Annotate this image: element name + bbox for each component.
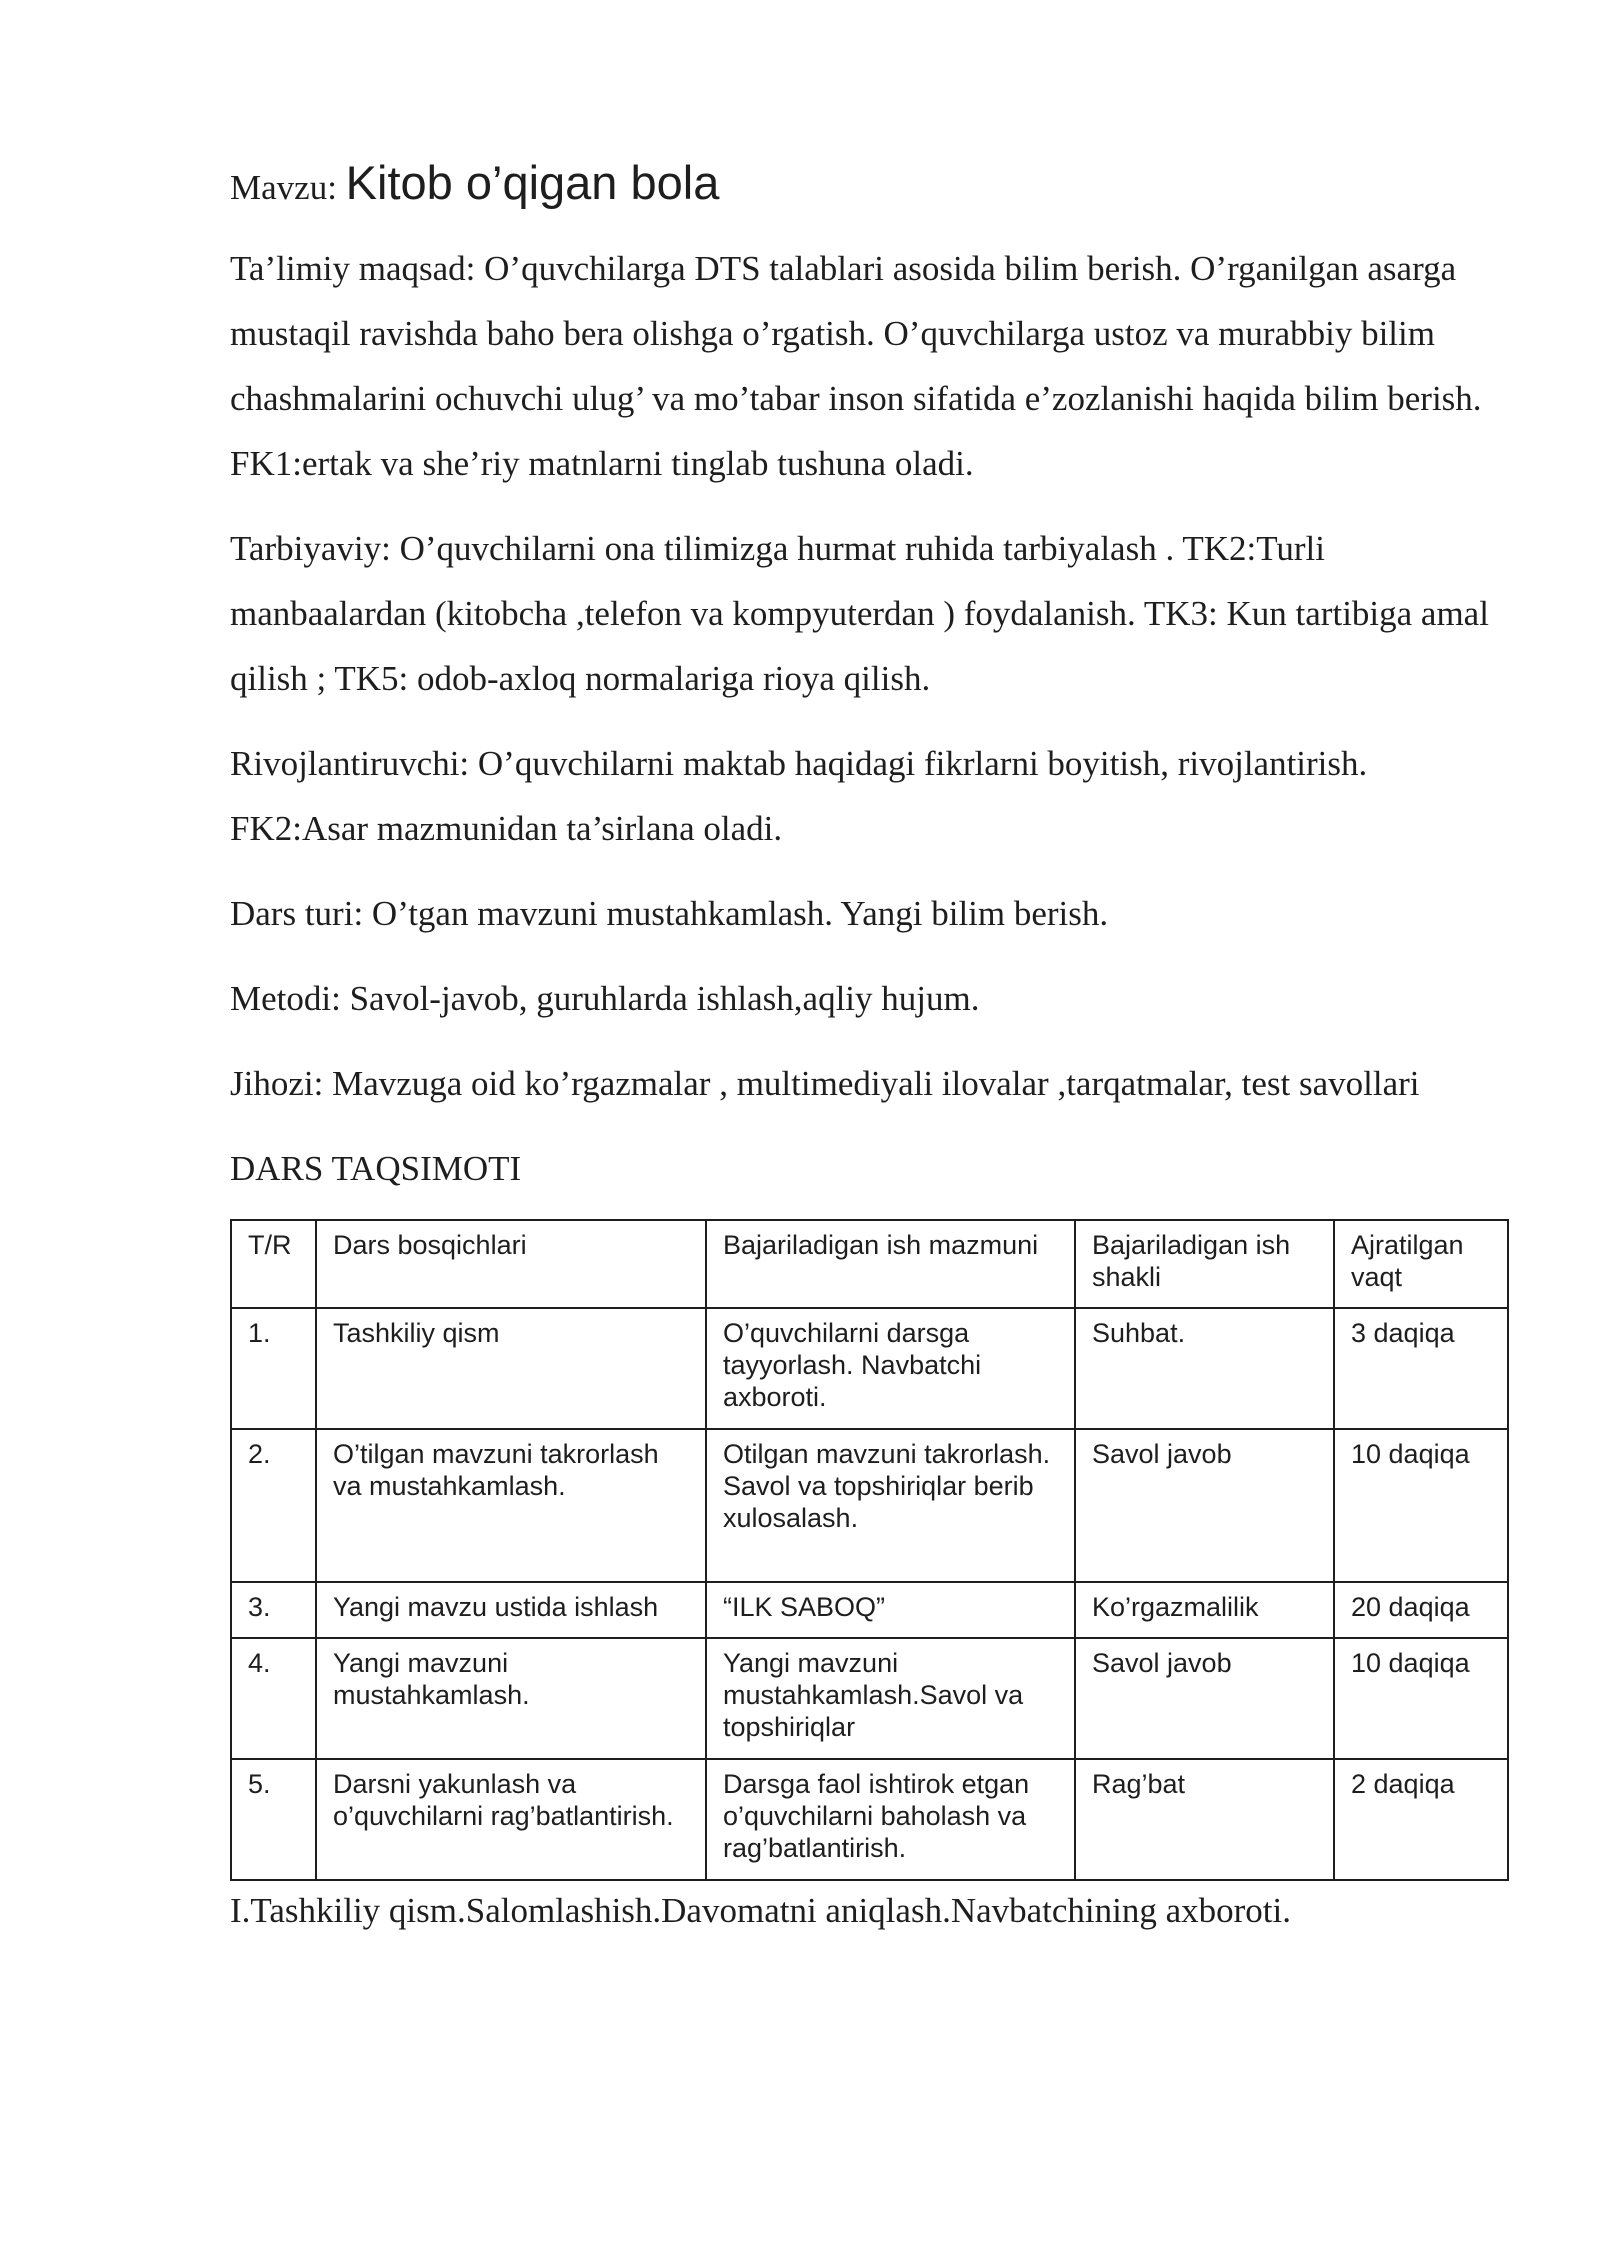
table-cell: Tashkiliy qism — [316, 1308, 706, 1429]
table-cell: Darsni yakunlash va o’quvchilarni rag’batlantirish. — [316, 1759, 706, 1880]
paragraph-equipment: Jihozi: Mavzuga oid ko’rgazmalar , multimediyali ilovalar ,tarqatmalar, test savollari — [230, 1064, 1420, 1103]
table-cell: Yangi mavzu ustida ishlash — [316, 1582, 706, 1638]
table-cell: 10 daqiqa — [1334, 1638, 1508, 1759]
header-cell: Bajariladigan ish mazmuni — [706, 1220, 1075, 1308]
header-cell: T/R — [231, 1220, 316, 1308]
header-cell: Dars bosqichlari — [316, 1220, 706, 1308]
table-cell: Rag’bat — [1075, 1759, 1334, 1880]
table-row — [231, 1429, 1508, 1582]
table-cell: 4. — [231, 1638, 316, 1759]
document-content — [230, 150, 1510, 1939]
paragraph-method: Metodi: Savol-javob, guruhlarda ishlash,aqliy hujum. — [230, 979, 980, 1018]
lesson-plan-table — [230, 1219, 1509, 1881]
table-cell: 5. — [231, 1759, 316, 1880]
header-cell: Ajratilgan vaqt — [1334, 1220, 1508, 1308]
table-row — [231, 1582, 1508, 1638]
table-cell: 1. — [231, 1308, 316, 1429]
header-cell: Bajariladigan ish shakli — [1075, 1220, 1334, 1308]
table-cell: 20 daqiqa — [1334, 1582, 1508, 1638]
table-row — [231, 1638, 1508, 1759]
table-cell: 10 daqiqa — [1334, 1429, 1508, 1582]
table-row — [231, 1759, 1508, 1880]
topic-title — [230, 150, 1510, 220]
table-cell: O’quvchilarni darsga tayyorlash. Navbatchi axboroti. — [706, 1308, 1075, 1429]
table-cell: “ILK SABOQ” — [706, 1582, 1075, 1638]
paragraph-lesson-type: Dars turi: O’tgan mavzuni mustahkamlash. Yangi bilim berish. — [230, 894, 1109, 933]
table-cell: Yangi mavzuni mustahkamlash. — [316, 1638, 706, 1759]
table-cell: O’tilgan mavzuni takrorlash va mustahkamlash. — [316, 1429, 706, 1582]
section-title: DARS TAQSIMOTI — [230, 1149, 522, 1188]
topic-prefix: Mavzu: — [230, 168, 337, 207]
table-cell: 2 daqiqa — [1334, 1759, 1508, 1880]
table-cell: 3 daqiqa — [1334, 1308, 1508, 1429]
table-cell: 3. — [231, 1582, 316, 1638]
table-cell: Ko’rgazmalilik — [1075, 1582, 1334, 1638]
paragraph-upbringing-goal: Tarbiyaviy: O’quvchilarni ona tilimizga hurmat ruhida tarbiyalash . TK2:Turli manbaalardan (kitobcha ,telefon va kompyuterdan ) foydalanish. TK3: Kun tartibiga amal qilish ; TK5: odob-axloq normalariga rioya qilish. — [230, 529, 1489, 698]
table-cell: Yangi mavzuni mustahkamlash.Savol va topshiriqlar — [706, 1638, 1075, 1759]
paragraph-organizational-part: I.Tashkiliy qism.Salomlashish.Davomatni aniqlash.Navbatchining axboroti. — [230, 1891, 1292, 1930]
paragraph-educational-goal: Ta’limiy maqsad: O’quvchilarga DTS talablari asosida bilim berish. O’rganilgan asarga mustaqil ravishda baho bera olishga o’rgatish. O’quvchilarga ustoz va murabbiy bilim chashmalarini ochuvchi ulug’ va mo’tabar inson sifatida e’zozlanishi haqida bilim berish. FK1:ertak va she’riy matnlarni tinglab tushuna oladi. — [230, 249, 1482, 483]
table-cell: Suhbat. — [1075, 1308, 1334, 1429]
table-cell: Savol javob — [1075, 1429, 1334, 1582]
table-cell: Savol javob — [1075, 1638, 1334, 1759]
table-cell: Darsga faol ishtirok etgan o’quvchilarni baholash va rag’batlantirish. — [706, 1759, 1075, 1880]
table-row — [231, 1308, 1508, 1429]
table-cell: 2. — [231, 1429, 316, 1582]
topic-text: Kitob o’qigan bola — [345, 156, 720, 209]
table-cell: Otilgan mavzuni takrorlash. Savol va topshiriqlar berib xulosalash. — [706, 1429, 1075, 1582]
table-header-row — [231, 1220, 1508, 1308]
paragraph-developmental-goal: Rivojlantiruvchi: O’quvchilarni maktab haqidagi fikrlarni boyitish, rivojlantirish. FK2:Asar mazmunidan ta’sirlana oladi. — [230, 744, 1368, 848]
